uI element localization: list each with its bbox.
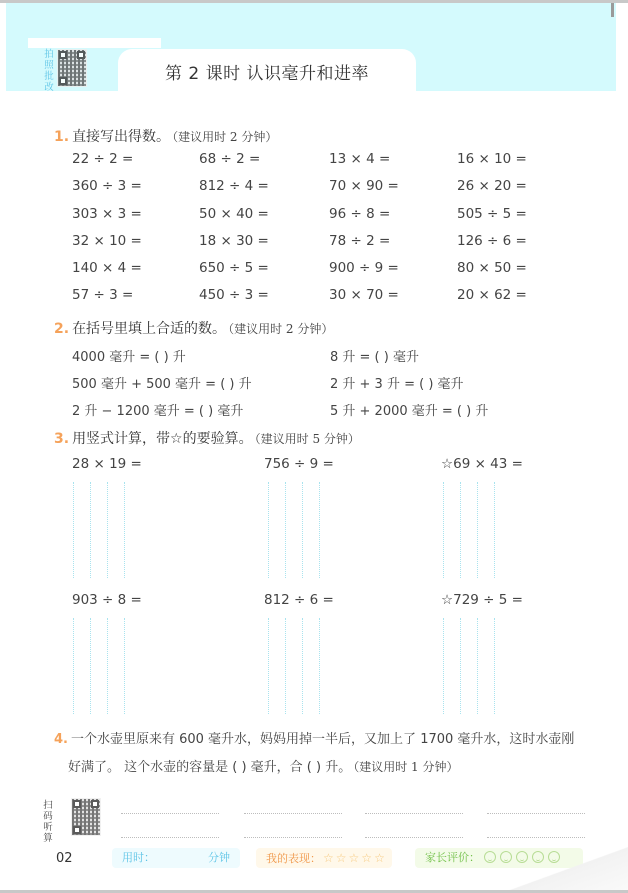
header-white-strip [28, 38, 161, 48]
star-icon[interactable]: ☆ [374, 851, 385, 865]
calc-item: 20 × 62 = [457, 287, 527, 304]
work-area[interactable] [73, 482, 133, 578]
q2-number: 2. [54, 321, 70, 337]
qr-finder [77, 51, 85, 59]
calc-item: 57 ÷ 3 = [72, 287, 134, 304]
calc-item: 30 × 70 = [329, 287, 399, 304]
calc-item: 50 × 40 = [199, 205, 269, 222]
star-icon[interactable]: ☆ [361, 851, 373, 865]
calc-item: 450 ÷ 3 = [199, 287, 269, 304]
q1-title: 直接写出得数。 [72, 129, 171, 145]
qr-label-char: 拍 [44, 49, 54, 60]
performance-pill [256, 848, 392, 868]
qr-code-icon[interactable] [57, 49, 87, 87]
q3-number: 3. [54, 431, 70, 447]
fill-blank-item[interactable]: 2 升 + 3 升 = ( ) 毫升 [330, 377, 464, 392]
calc-item: 505 ÷ 5 = [457, 205, 527, 222]
qr-finder [73, 800, 81, 808]
qr-finder [59, 77, 67, 85]
calc-item: 96 ÷ 8 = [329, 205, 391, 222]
q4-line2[interactable] [68, 756, 458, 775]
calc-item: 650 ÷ 5 = [199, 260, 269, 277]
qr-top-label [44, 49, 54, 93]
vertical-problem: ☆729 ÷ 5 = [441, 592, 523, 608]
answer-line[interactable] [121, 837, 219, 838]
qr-label-char: 照 [44, 60, 54, 71]
smiley-face-icon[interactable] [484, 851, 496, 863]
qr-finder [91, 800, 99, 808]
fill-blank-item[interactable]: 2 升 − 1200 毫升 = ( ) 毫升 [72, 404, 244, 419]
q1-calc-grid [72, 151, 612, 315]
answer-line[interactable] [121, 813, 219, 814]
star-icon[interactable]: ☆ [335, 851, 347, 865]
q2-hint: （建议用时 2 分钟） [228, 322, 334, 336]
calc-item: 22 ÷ 2 = [72, 151, 134, 167]
calc-item: 68 ÷ 2 = [199, 151, 261, 167]
calc-row [72, 151, 612, 178]
calc-item: 900 ÷ 9 = [329, 260, 399, 277]
calc-item: 812 ÷ 4 = [199, 178, 269, 195]
corner-mark [611, 3, 614, 17]
calc-item: 126 ÷ 6 = [457, 232, 527, 249]
qr-finder [59, 51, 67, 59]
answer-line[interactable] [365, 813, 463, 814]
q2-title: 在括号里填上合适的数。 [72, 321, 227, 337]
star-icon[interactable]: ☆ [323, 851, 334, 865]
vertical-problem: ☆69 × 43 = [441, 456, 523, 472]
answer-line[interactable] [487, 813, 585, 814]
qr-code-icon[interactable] [71, 798, 101, 836]
page-title: 第 2 课时 认识毫升和进率 [164, 64, 370, 84]
time-spent-pill[interactable] [112, 848, 240, 868]
calc-item: 18 × 30 = [199, 232, 269, 249]
q4-line1 [54, 728, 574, 747]
parent-label: 家长评价： [425, 851, 480, 864]
qr-label-char: 码 [43, 811, 53, 822]
calc-row [72, 206, 612, 233]
calc-item: 360 ÷ 3 = [72, 178, 142, 195]
calc-item: 303 × 3 = [72, 205, 142, 222]
performance-label: 我的表现： [266, 852, 321, 865]
work-area[interactable] [443, 482, 503, 578]
work-area[interactable] [253, 482, 313, 578]
qr-finder [73, 826, 81, 834]
fill-blank-item[interactable]: 5 升 + 2000 毫升 = ( ) 升 [330, 404, 489, 419]
fill-blank-item[interactable]: 500 毫升 + 500 毫升 = ( ) 升 [72, 377, 252, 392]
calc-row [72, 233, 612, 260]
q4-text: 好满了。 这个水壶的容量是 ( ) 毫升，合 ( ) 升。 [68, 760, 352, 775]
calc-item: 13 × 4 = [329, 151, 391, 167]
calc-item: 78 ÷ 2 = [329, 232, 391, 249]
calc-row [72, 287, 612, 314]
q4-hint: （建议用时 1 分钟） [353, 760, 459, 774]
calc-item: 140 × 4 = [72, 260, 142, 277]
calc-item: 80 × 50 = [457, 260, 527, 277]
page-curl [508, 836, 628, 891]
qr-label-char: 改 [44, 82, 54, 93]
work-area[interactable] [253, 618, 313, 714]
qr-label-char: 听 [43, 822, 53, 833]
work-area[interactable] [443, 618, 503, 714]
q1-number: 1. [54, 129, 70, 145]
page-number: 02 [56, 851, 73, 866]
qr-label-char: 扫 [43, 800, 53, 811]
work-area[interactable] [73, 618, 133, 714]
time-label: 用时： [122, 851, 155, 864]
q3-title: 用竖式计算，带☆的要验算。 [72, 431, 253, 447]
qr-label-char: 算 [43, 833, 53, 844]
q3-hint: （建议用时 5 分钟） [254, 432, 360, 446]
q4-number: 4. [54, 732, 68, 747]
qr-label-char: 批 [44, 71, 54, 82]
star-icon[interactable]: ☆ [348, 851, 360, 865]
q3-heading [54, 428, 360, 448]
answer-line[interactable] [244, 813, 342, 814]
q1-heading [54, 126, 277, 146]
calc-item: 26 × 20 = [457, 178, 527, 195]
qr-bottom-label [43, 800, 53, 844]
vertical-problem: 812 ÷ 6 = [264, 592, 334, 608]
q1-hint: （建议用时 2 分钟） [172, 130, 278, 144]
time-unit: 分钟 [208, 851, 230, 864]
fill-blank-item[interactable]: 4000 毫升 = ( ) 升 [72, 350, 186, 365]
vertical-problem: 28 × 19 = [72, 456, 142, 472]
q2-heading [54, 318, 333, 338]
calc-item: 16 × 10 = [457, 151, 527, 167]
q4-text: 一个水壶里原来有 600 毫升水，妈妈用掉一半后，又加上了 1700 毫升水，这时水壶刚 [70, 732, 575, 747]
calc-item: 32 × 10 = [72, 232, 142, 249]
calc-item: 70 × 90 = [329, 178, 399, 195]
calc-row [72, 260, 612, 287]
vertical-problem: 903 ÷ 8 = [72, 592, 142, 608]
calc-row [72, 178, 612, 205]
answer-line[interactable] [365, 837, 463, 838]
vertical-problem: 756 ÷ 9 = [264, 456, 334, 472]
answer-line[interactable] [244, 837, 342, 838]
fill-blank-item[interactable]: 8 升 = ( ) 毫升 [330, 350, 419, 365]
